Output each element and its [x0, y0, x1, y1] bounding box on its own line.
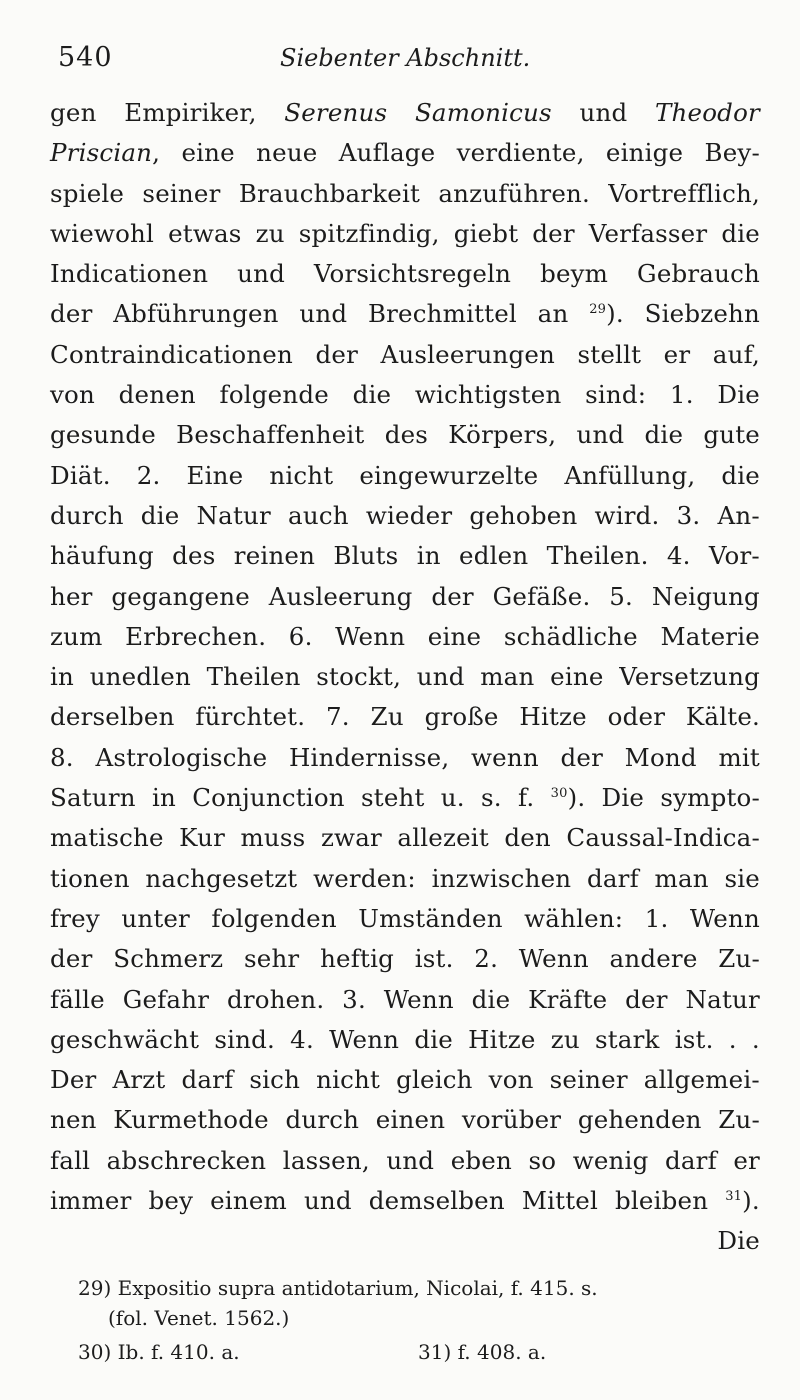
text-line: her gegangene Ausleerung der Gefäße. 5. Neigung — [50, 581, 760, 611]
text-line: geschwächt sind. 4. Wenn die Hitze zu stark ist. . . — [50, 1024, 760, 1054]
footnote-31: 31) f. 408. a. — [418, 1340, 547, 1364]
text-line: der Schmerz sehr heftig ist. 2. Wenn andere Zu- — [50, 944, 760, 974]
running-head: Siebenter Abschnitt. — [280, 44, 531, 72]
text-line: Diät. 2. Eine nicht eingewurzelte Anfüllung, die — [50, 460, 760, 490]
footnote-30: 30) Ib. f. 410. a. — [78, 1340, 240, 1364]
text-line: Contraindicationen der Ausleerungen stellt er auf, — [50, 339, 760, 369]
text-line: in unedlen Theilen stockt, und man eine Versetzung — [50, 662, 760, 692]
text-line: nen Kurmethode durch einen vorüber gehenden Zu- — [50, 1105, 760, 1135]
text-line: tionen nachgesetzt werden: inzwischen darf man sie — [50, 863, 760, 893]
footnote-29-continuation: (fol. Venet. 1562.) — [108, 1306, 290, 1330]
footnote-29: 29) Expositio supra antidotarium, Nicolai, f. 415. s. — [78, 1276, 598, 1300]
text-line: fälle Gefahr drohen. 3. Wenn die Kräfte der Natur — [50, 984, 760, 1014]
page-number: 540 — [58, 42, 113, 73]
text-line: der Abführungen und Brechmittel an $^{29}$). Siebzehn — [50, 299, 760, 329]
text-line: häufung des reinen Bluts in edlen Theilen. 4. Vor- — [50, 541, 760, 571]
text-line: 8. Astrologische Hindernisse, wenn der Mond mit — [50, 742, 760, 772]
text-line: gen Empiriker, Serenus Samonicus und Theodor — [50, 98, 760, 127]
text-line: Der Arzt darf sich nicht gleich von seiner allgemei- — [50, 1065, 760, 1095]
text-line: frey unter folgenden Umständen wählen: 1. Wenn — [50, 903, 760, 933]
body-text — [50, 98, 760, 1267]
text-line: derselben fürchtet. 7. Zu große Hitze oder Kälte. — [50, 702, 760, 732]
text-line: matische Kur muss zwar allezeit den Caussal-Indica- — [50, 823, 760, 853]
text-line: Priscian, eine neue Auflage verdiente, einige Bey- — [50, 138, 760, 168]
text-line: zum Erbrechen. 6. Wenn eine schädliche Materie — [50, 621, 760, 651]
text-line: Indicationen und Vorsichtsregeln beym Gebrauch — [50, 259, 760, 289]
text-line: von denen folgende die wichtigsten sind: 1. Die — [50, 380, 760, 410]
text-line: spiele seiner Brauchbarkeit anzuführen. Vortrefflich, — [50, 178, 760, 208]
text-line: immer bey einem und demselben Mittel bleiben $^{31}$). — [50, 1186, 760, 1216]
text-line: fall abschrecken lassen, und eben so wenig darf er — [50, 1145, 760, 1175]
page-header — [58, 42, 758, 82]
catchword: Die — [717, 1226, 760, 1256]
text-line: Saturn in Conjunction steht u. s. f. $^{30}$). Die sympto- — [50, 783, 760, 813]
text-line: durch die Natur auch wieder gehoben wird. 3. An- — [50, 500, 760, 530]
text-line: wiewohl etwas zu spitzfindig, giebt der Verfasser die — [50, 218, 760, 248]
text-line: gesunde Beschaffenheit des Körpers, und die gute — [50, 420, 760, 450]
